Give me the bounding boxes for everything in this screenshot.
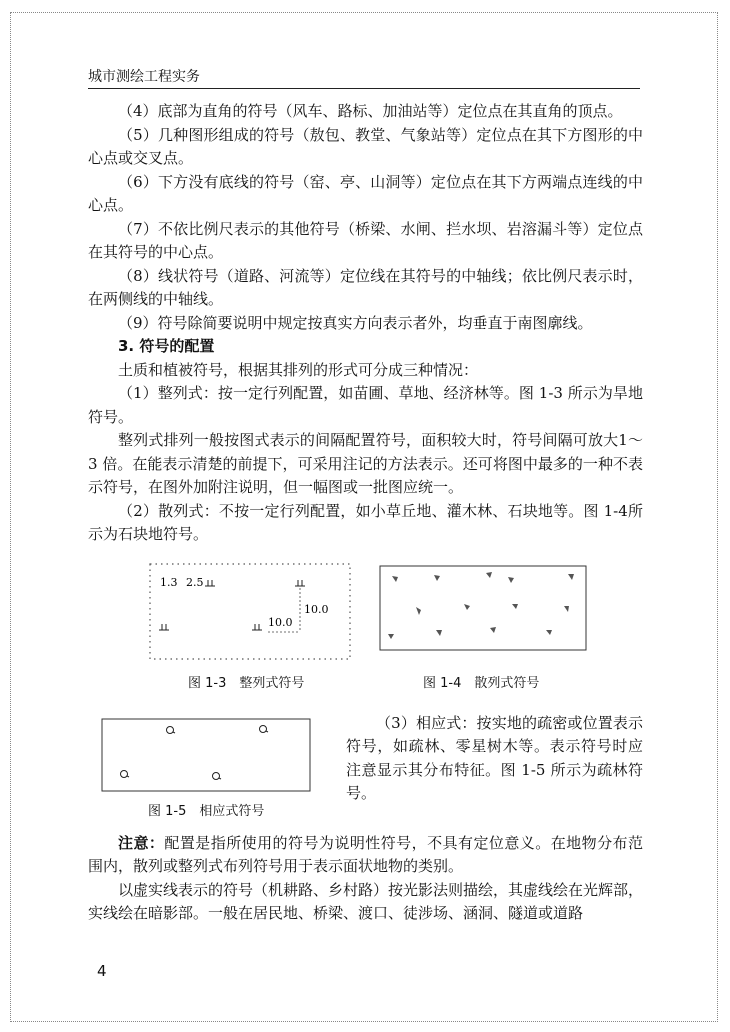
paragraph-9: （9）符号除简要说明中规定按真实方向表示者外，均垂直于南图廓线。 xyxy=(118,313,593,332)
figure-1-4-caption: 图 1-4 散列式符号 xyxy=(423,675,540,691)
paragraph-5: （5）几种图形组成的符号（敖包、教堂、气象站等）定位点在其下方图形的中心点或交叉点。 xyxy=(88,125,643,167)
fig13-label-a: 1.3 xyxy=(160,575,178,589)
figure-1-3 xyxy=(148,562,353,662)
figure-1-4 xyxy=(378,564,588,652)
section-heading: 3. 符号的配置 xyxy=(118,337,215,355)
page-number: 4 xyxy=(97,962,107,980)
figure-1-3-caption: 图 1-3 整列式符号 xyxy=(188,675,305,691)
running-header: 城市测绘工程实务 xyxy=(88,69,200,85)
note-label: 注意： xyxy=(118,833,165,852)
figure-1-5 xyxy=(100,717,312,793)
paragraph-zhenglie-detail: 整列式排列一般按图式表示的间隔配置符号，面积较大时，符号间隔可放大1～3 倍。在能表示清楚的前提下，可采用注记的方法表示。还可将图中最多的一种不表示符号，在图外加附注说明，但一幅图或一批图应统一。 xyxy=(88,431,643,496)
paragraph-last: 以虚实线表示的符号（机耕路、乡村路）按光影法则描绘，其虚线绘在光辉部，实线绘在暗影部。一般在居民地、桥梁、渡口、徒涉场、涵洞、隧道或道路 xyxy=(88,880,644,922)
paragraph-xiangying: （3）相应式：按实地的疏密或位置表示符号，如疏林、零星树木等。表示符号时应注意显示其分布特征。图 1-5 所示为疏林符号。 xyxy=(346,713,643,802)
figure-1-5-caption: 图 1-5 相应式符号 xyxy=(148,803,265,819)
fig13-label-c: 10.0 xyxy=(304,602,329,616)
figure-1-5-block xyxy=(88,712,643,832)
fig13-label-b: 2.5 xyxy=(186,575,204,589)
paragraph-7: （7）不依比例尺表示的其他符号（桥梁、水闸、拦水坝、岩溶漏斗等）定位点在其符号的中心点。 xyxy=(88,219,643,261)
paragraph-sanlie: （2）散列式：不按一定行列配置，如小草丘地、灌木林、石块地等。图 1-4所示为石块地符号。 xyxy=(88,501,643,543)
note-text: 配置是指所使用的符号为说明性符号，不具有定位意义。在地物分布范围内，散列或整列式布列符号用于表示面状地物的类别。 xyxy=(88,833,643,875)
paragraph-zhenglie: （1）整列式：按一定行列配置，如苗圃、草地、经济林等。图 1-3 所示为旱地符号。 xyxy=(88,384,643,426)
paragraph-4: （4）底部为直角的符号（风车、路标、加油站等）定位点在其直角的顶点。 xyxy=(118,102,623,120)
paragraph-6: （6）下方没有底线的符号（窑、亭、山洞等）定位点在其下方两端点连线的中心点。 xyxy=(88,172,643,214)
page-body xyxy=(88,100,643,926)
stone-symbols xyxy=(388,572,574,639)
sparse-tree-symbols xyxy=(121,725,269,779)
note-paragraph xyxy=(88,832,643,879)
header-rule xyxy=(88,88,640,89)
fig13-label-d: 10.0 xyxy=(268,615,293,629)
paragraph-8: （8）线状符号（道路、河流等）定位线在其符号的中轴线；依比例尺表示时，在两侧线的中轴线。 xyxy=(88,266,643,308)
figure-row xyxy=(88,547,643,712)
paragraph-intro: 土质和植被符号，根据其排列的形式可分成三种情况： xyxy=(118,360,479,379)
